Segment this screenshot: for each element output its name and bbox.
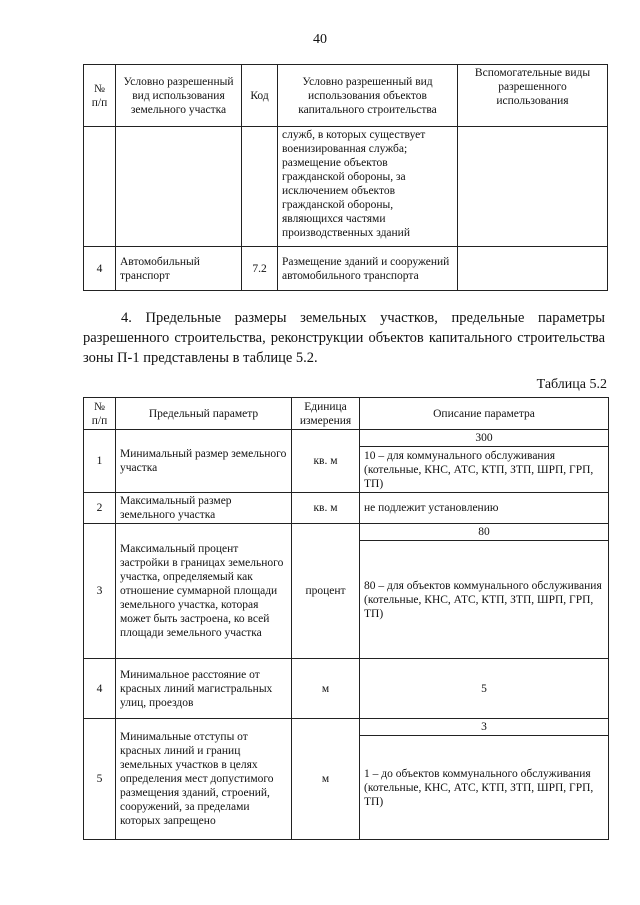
row-num: 5 (84, 719, 116, 840)
table-continuation (83, 64, 608, 291)
value-note: 1 – до объектов коммунального обслуживания (котельные, КНС, АТС, КТП, ЗТП, ШРП, ГРП, ТП) (364, 767, 594, 808)
value-note: 80 – для объектов коммунального обслуживания (котельные, КНС, АТС, КТП, ЗТП, ШРП, ГРП, ТП) (364, 579, 602, 620)
value-note: 10 – для коммунального обслуживания (котельные, КНС, АТС, КТП, ЗТП, ШРП, ГРП, ТП) (364, 449, 594, 490)
page-number: 40 (313, 32, 327, 47)
header-num: № п/п (84, 398, 116, 430)
row-param: Минимальные отступы от красных линий и границ земельных участков в целях определения мест допустимого размещения зданий, строений, сооружений, за пределами которых запрещено (116, 719, 292, 840)
table-row (84, 493, 609, 524)
row-num: 4 (84, 659, 116, 719)
row-unit: процент (292, 524, 360, 659)
table-header-row (84, 65, 608, 127)
table-row (84, 659, 609, 719)
header-object-use: Условно разрешенный вид использования объектов капитального строительства (278, 65, 458, 127)
table-row (84, 524, 609, 659)
continuation-text: служб, в которых существует военизированная служба; размещение объектов гражданской обороны, за исключением объектов гражданской обороны, являющихся частями производственных зданий (278, 127, 458, 247)
header-param: Предельный параметр (116, 398, 292, 430)
row-unit: кв. м (292, 493, 360, 524)
row-unit: м (292, 659, 360, 719)
header-num: № п/п (84, 65, 116, 127)
paragraph: 4. Предельные размеры земельных участков, предельные параметры разрешенного строительства, реконструкции объектов капитального строительства зоны П-1 представлены в таблице 5.2. (83, 310, 605, 366)
row-num: 4 (84, 247, 116, 291)
row-unit: кв. м (292, 430, 360, 493)
table-row (84, 247, 608, 291)
row-value (360, 524, 609, 659)
row-description: Размещение зданий и сооружений автомобильного транспорта (278, 247, 458, 291)
row-value: не подлежит установлению (360, 493, 609, 524)
value-main: 300 (360, 430, 608, 447)
row-value (360, 430, 609, 493)
row-unit: м (292, 719, 360, 840)
value-main: 3 (360, 719, 608, 736)
table-row (84, 719, 609, 840)
row-param: Максимальный процент застройки в границах земельного участка, определяемый как отношение суммарной площади земельного участка, которая может быть застроена, ко всей площади земельного участка (116, 524, 292, 659)
header-code: Код (242, 65, 278, 127)
table-caption: Таблица 5.2 (536, 377, 607, 392)
header-auxiliary: Вспомогательные виды разрешенного использования (458, 65, 608, 127)
table-header-row (84, 398, 609, 430)
row-value (360, 719, 609, 840)
table-row (84, 127, 608, 247)
row-num: 1 (84, 430, 116, 493)
value-main: 80 (360, 524, 608, 541)
table-row (84, 430, 609, 493)
row-code: 7.2 (242, 247, 278, 291)
row-param: Минимальное расстояние от красных линий магистральных улиц, проездов (116, 659, 292, 719)
row-value: 5 (360, 659, 609, 719)
row-num: 3 (84, 524, 116, 659)
row-param: Максимальный размер земельного участка (116, 493, 292, 524)
header-kind: Условно разрешенный вид использования земельного участка (116, 65, 242, 127)
header-unit: Единица измерения (292, 398, 360, 430)
row-param: Минимальный размер земельного участка (116, 430, 292, 493)
row-num: 2 (84, 493, 116, 524)
row-kind: Автомобильный транспорт (116, 247, 242, 291)
header-description: Описание параметра (360, 398, 609, 430)
row-aux (458, 247, 608, 291)
table-5-2 (83, 397, 609, 840)
